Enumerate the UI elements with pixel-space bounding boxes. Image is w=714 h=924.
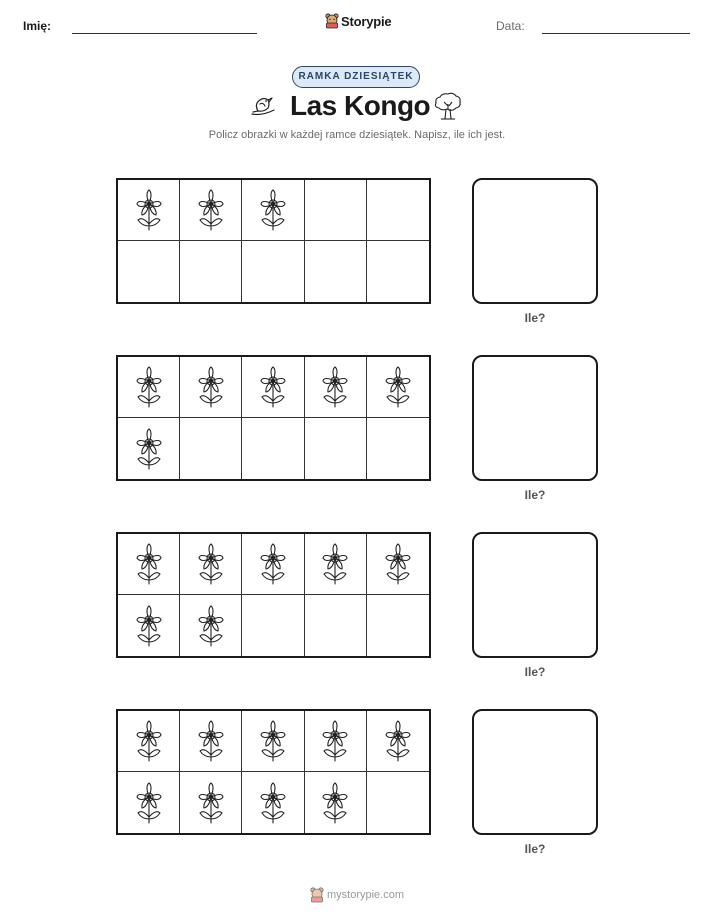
ten-frame-cell (242, 418, 304, 479)
bear-icon (325, 13, 339, 29)
ten-frame-cell (118, 711, 180, 772)
page-title: Las Kongo (290, 90, 431, 121)
instructions: Policz obrazki w każdej ramce dziesiątek. Napisz, ile ich jest. (208, 129, 506, 141)
flower-icon (381, 365, 415, 409)
flower-icon (256, 719, 290, 763)
date-label: Data: (496, 19, 525, 33)
flower-icon (132, 781, 166, 825)
flower-icon (194, 542, 228, 586)
answer-box[interactable] (472, 178, 598, 304)
ten-frame-cell (305, 180, 367, 241)
answer-box[interactable] (472, 532, 598, 658)
flower-icon (381, 719, 415, 763)
count-question-label: Ile? (524, 311, 546, 325)
ten-frame-cell (367, 357, 429, 418)
ten-frame-cell (367, 534, 429, 595)
ten-frame-cell (242, 357, 304, 418)
flower-icon (194, 365, 228, 409)
count-question-label: Ile? (524, 842, 546, 856)
brand-name: Storypie (341, 13, 392, 29)
answer-box[interactable] (472, 709, 598, 835)
ten-frame-cell (180, 534, 242, 595)
footer-url: mystorypie.com (327, 889, 405, 901)
bear-icon (310, 887, 324, 903)
flower-icon (318, 719, 352, 763)
ten-frame-cell (367, 241, 429, 302)
ten-frame-cell (242, 241, 304, 302)
footer (310, 887, 404, 903)
ten-frame-cell (305, 418, 367, 479)
ten-frame-cell (305, 595, 367, 656)
ten-frame (116, 178, 431, 304)
flower-icon (318, 781, 352, 825)
flower-icon (132, 604, 166, 648)
date-line[interactable] (542, 33, 690, 34)
ten-frame-cell (118, 180, 180, 241)
ten-frame-cell (118, 772, 180, 833)
ten-frame-cell (180, 241, 242, 302)
ten-frame-cell (367, 180, 429, 241)
ten-frame-cell (180, 711, 242, 772)
flower-icon (256, 365, 290, 409)
ten-frame-cell (367, 595, 429, 656)
count-question-label: Ile? (524, 488, 546, 502)
ten-frame-cell (242, 595, 304, 656)
name-label: Imię: (23, 19, 52, 33)
ten-frame-cell (367, 418, 429, 479)
ten-frame-cell (242, 180, 304, 241)
worksheet-type-badge: RAMKA DZIESIĄTEK (292, 66, 420, 88)
ten-frame-cell (118, 595, 180, 656)
ten-frame-cell (367, 711, 429, 772)
ten-frame-cell (305, 772, 367, 833)
ten-frame (116, 355, 431, 481)
tree-icon (432, 90, 464, 122)
count-question-label: Ile? (524, 665, 546, 679)
ten-frame-cell (118, 241, 180, 302)
flower-icon (132, 719, 166, 763)
ten-frame-cell (305, 357, 367, 418)
answer-box[interactable] (472, 355, 598, 481)
flower-icon (194, 719, 228, 763)
ten-frame-cell (118, 534, 180, 595)
flower-icon (256, 542, 290, 586)
ten-frame (116, 709, 431, 835)
ten-frame-cell (305, 534, 367, 595)
ten-frame-cell (180, 418, 242, 479)
ten-frame (116, 532, 431, 658)
flower-icon (381, 542, 415, 586)
ten-frame-cell (180, 772, 242, 833)
ten-frame-cell (180, 357, 242, 418)
flower-icon (194, 604, 228, 648)
flower-icon (194, 188, 228, 232)
flower-icon (132, 542, 166, 586)
bird-icon (248, 92, 278, 120)
flower-icon (318, 542, 352, 586)
ten-frame-cell (242, 534, 304, 595)
ten-frame-cell (242, 711, 304, 772)
ten-frame-cell (180, 180, 242, 241)
ten-frame-cell (118, 357, 180, 418)
ten-frame-cell (367, 772, 429, 833)
ten-frame-cell (118, 418, 180, 479)
flower-icon (194, 781, 228, 825)
flower-icon (132, 365, 166, 409)
brand-logo (325, 13, 391, 29)
flower-icon (256, 781, 290, 825)
ten-frame-cell (242, 772, 304, 833)
flower-icon (132, 188, 166, 232)
flower-icon (318, 365, 352, 409)
ten-frame-cell (180, 595, 242, 656)
ten-frame-cell (305, 711, 367, 772)
ten-frame-cell (305, 241, 367, 302)
flower-icon (132, 427, 166, 471)
flower-icon (256, 188, 290, 232)
name-line[interactable] (72, 33, 257, 34)
